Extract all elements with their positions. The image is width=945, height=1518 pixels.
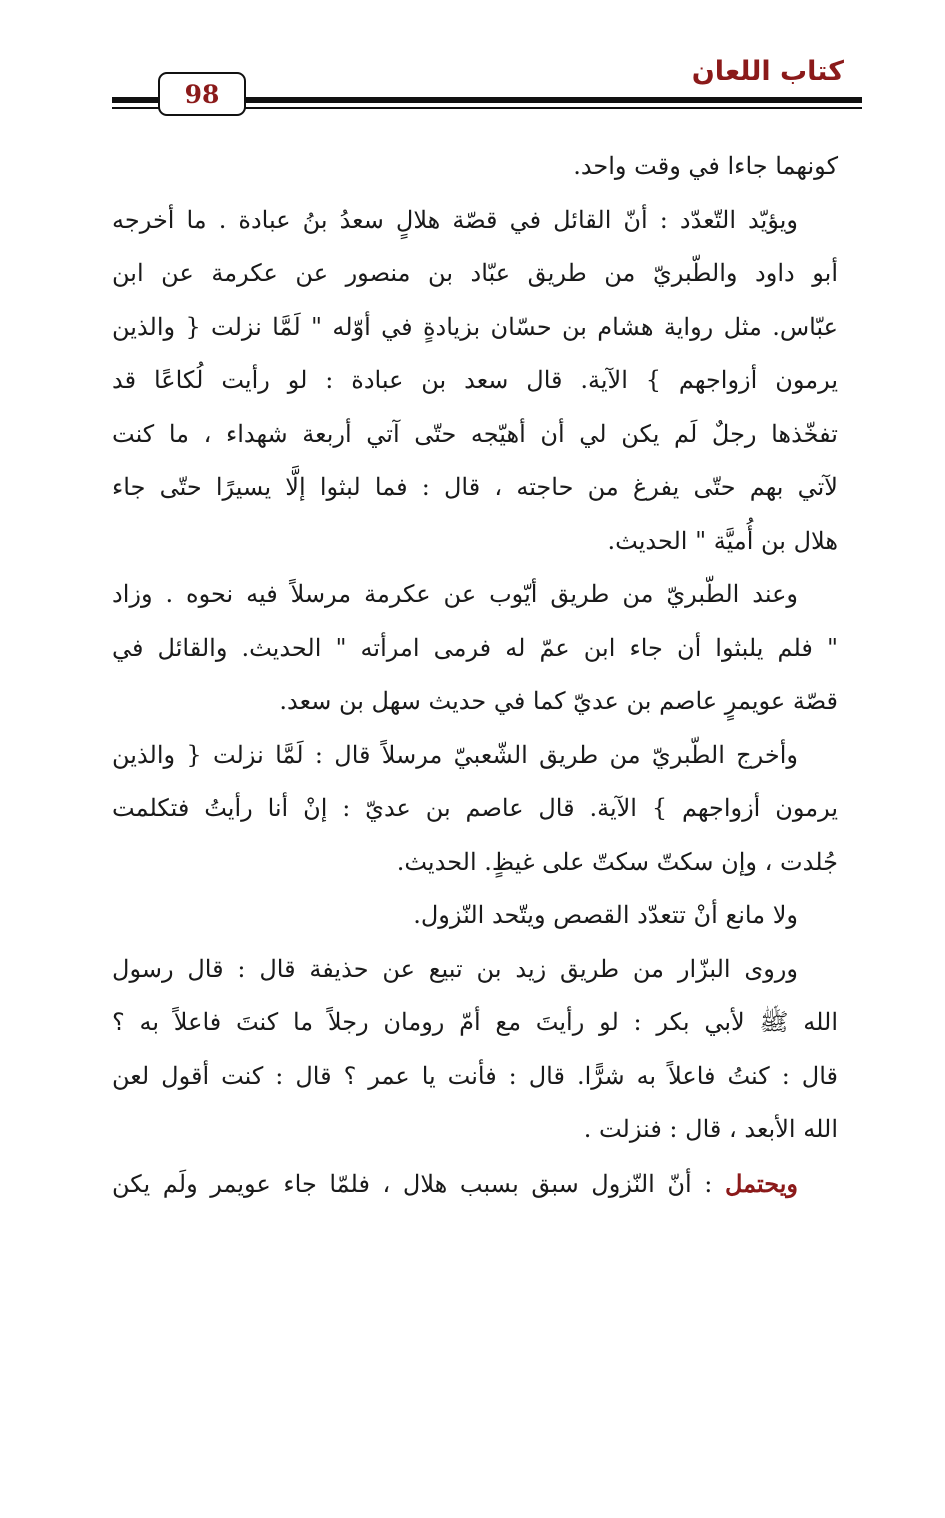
text-line: قصّة عويمرٍ عاصم بن عديّ كما في حديث سهل بن سعد. — [279, 687, 838, 715]
page-number: 98 — [184, 79, 220, 109]
text-line: وعند الطّبريّ من طريق أيّوب عن عكرمة مرسلاً فيه نحوه . وزاد — [112, 580, 798, 608]
body-text — [112, 140, 838, 1210]
text-line: لآتي بهم حتّى يفرغ من حاجته ، قال : فما لبثوا إلَّا يسيرًا حتّى جاء — [112, 473, 838, 501]
text-line: جُلدت ، وإن سكتّ سكتّ على غيظٍ. الحديث. — [396, 847, 838, 876]
text-line: عبّاس. مثل رواية هشام بن حسّان بزيادةٍ في أوّله " لَمَّا نزلت { والذين — [112, 312, 838, 341]
text-line: يرمون أزواجهم } الآية. قال عاصم بن عديّ : إنْ أنا رأيتُ فتكلمت — [112, 794, 838, 822]
highlighted-keyword: ويحتمل — [724, 1168, 798, 1198]
text-line: كونهما جاءا في وقت واحد. — [573, 152, 838, 180]
text-line: وروى البزّار من طريق زيد بن تبيع عن حذيفة قال : قال رسول — [112, 954, 798, 983]
text-line: ولا مانع أنْ تتعدّد القصص ويتّحد النّزول. — [413, 901, 798, 929]
page-header — [112, 48, 862, 118]
text-line: أبو داود والطّبريّ من طريق عبّاد بن منصور عن عكرمة عن ابن — [112, 259, 838, 287]
final-line-text: : أنّ النّزول سبق بسبب هلال ، فلمّا جاء عويمر ولَم يكن — [112, 1169, 725, 1198]
chapter-title: كتاب اللعان — [691, 56, 844, 87]
text-line: ويؤيّد التّعدّد : أنّ القائل في قصّة هلالٍ سعدُ بنُ عبادة . ما أخرجه — [112, 205, 798, 234]
text-line: هلال بن أُميَّة " الحديث. — [607, 526, 838, 555]
text-line: قال : كنتُ فاعلاً به شرًّا. قال : فأنت يا عمر ؟ قال : كنت أقول لعن — [112, 1061, 838, 1090]
text-line: الله ﷺ لأبي بكر : لو رأيتَ مع أمّ رومان رجلاً ما كنتَ فاعلاً به ؟ — [112, 1008, 838, 1036]
text-line: يرمون أزواجهم } الآية. قال سعد بن عبادة : لو رأيت لُكاعًا قد — [112, 366, 838, 394]
page-number-box — [158, 72, 246, 116]
text-line: وأخرج الطّبريّ من طريق الشّعبيّ مرسلاً قال : لَمَّا نزلت { والذين — [112, 740, 798, 769]
text-line-final — [112, 1157, 838, 1211]
text-line: الله الأبعد ، قال : فنزلت . — [583, 1115, 838, 1143]
text-line: تفخّذها رجلٌ لَم يكن لي أن أهيّجه حتّى آتي أربعة شهداء ، ما كنت — [112, 419, 838, 448]
text-line: " فلم يلبثوا أن جاء ابن عمّ له فرمى امرأته " الحديث. والقائل في — [112, 633, 838, 662]
